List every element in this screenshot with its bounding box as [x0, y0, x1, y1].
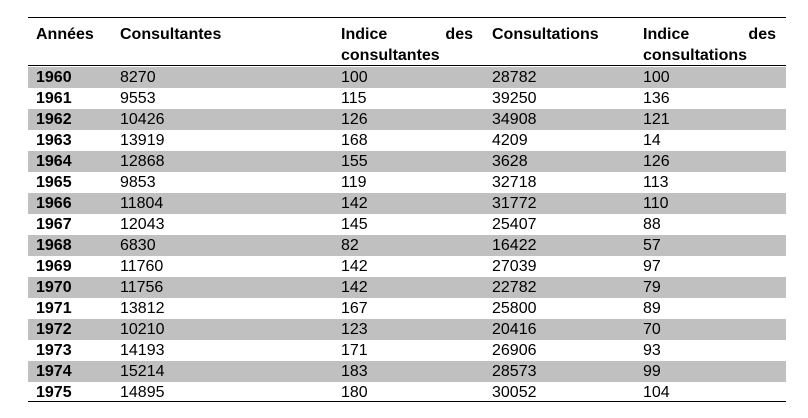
cell-year: 1975: [36, 384, 72, 401]
cell-indice-consultantes: 123: [341, 321, 368, 338]
cell-consultations: 34908: [492, 111, 537, 128]
cell-indice-consultations: 126: [643, 153, 670, 170]
header-indice-consultations-word1: Indice: [643, 26, 690, 43]
table-row: [28, 214, 786, 235]
cell-consultations: 31772: [492, 195, 537, 212]
cell-indice-consultantes: 183: [341, 363, 368, 380]
cell-year: 1974: [36, 363, 72, 380]
cell-consultations: 4209: [492, 132, 528, 149]
table-row: [28, 256, 786, 277]
header-indice-consultantes-word2: des: [445, 26, 473, 43]
header-indice-consultantes-word1: Indice: [341, 26, 388, 43]
cell-consultantes: 10210: [120, 321, 165, 338]
cell-year: 1964: [36, 153, 72, 170]
header-indice-consultantes-word3: consultantes: [341, 47, 440, 64]
table-row: [28, 130, 786, 151]
table-row: [28, 235, 786, 256]
cell-indice-consultations: 100: [643, 69, 670, 86]
cell-consultations: 27039: [492, 258, 537, 275]
cell-consultantes: 11760: [120, 258, 164, 275]
cell-indice-consultantes: 142: [341, 258, 368, 275]
table-row: [28, 361, 786, 382]
cell-consultations: 28782: [492, 69, 537, 86]
cell-indice-consultations: 93: [643, 342, 661, 359]
cell-consultantes: 13812: [120, 300, 165, 317]
cell-year: 1965: [36, 174, 72, 191]
cell-indice-consultations: 136: [643, 90, 670, 107]
table-header: [28, 18, 786, 65]
cell-consultantes: 14895: [120, 384, 165, 401]
header-indice-consultations-word2: des: [748, 26, 776, 43]
table-row: [28, 382, 786, 403]
cell-indice-consultations: 14: [643, 132, 661, 149]
cell-consultations: 3628: [492, 153, 528, 170]
cell-year: 1961: [36, 90, 72, 107]
cell-consultations: 32718: [492, 174, 537, 191]
cell-indice-consultations: 113: [643, 174, 669, 191]
cell-year: 1971: [36, 300, 72, 317]
cell-indice-consultations: 88: [643, 216, 661, 233]
cell-consultations: 16422: [492, 237, 537, 254]
cell-year: 1969: [36, 258, 72, 275]
cell-consultations: 30052: [492, 384, 537, 401]
table-row: [28, 319, 786, 340]
header-indice-consultantes: [341, 24, 473, 66]
cell-consultantes: 9553: [120, 90, 156, 107]
cell-year: 1960: [36, 69, 72, 86]
cell-year: 1967: [36, 216, 72, 233]
header-consultations: Consultations: [492, 26, 599, 43]
cell-consultantes: 15214: [120, 363, 165, 380]
cell-year: 1968: [36, 237, 72, 254]
table-row: [28, 193, 786, 214]
cell-indice-consultations: 121: [643, 111, 670, 128]
cell-indice-consultations: 70: [643, 321, 661, 338]
cell-indice-consultantes: 126: [341, 111, 368, 128]
cell-consultations: 26906: [492, 342, 537, 359]
cell-indice-consultantes: 82: [341, 237, 359, 254]
cell-consultations: 39250: [492, 90, 537, 107]
cell-indice-consultations: 57: [643, 237, 661, 254]
cell-indice-consultations: 99: [643, 363, 661, 380]
header-indice-consultations: [643, 24, 776, 66]
cell-consultations: 20416: [492, 321, 537, 338]
cell-consultantes: 14193: [120, 342, 165, 359]
table-row: [28, 340, 786, 361]
cell-indice-consultations: 97: [643, 258, 661, 275]
cell-consultantes: 12868: [120, 153, 165, 170]
cell-consultantes: 8270: [120, 69, 156, 86]
cell-consultantes: 9853: [120, 174, 156, 191]
cell-indice-consultantes: 171: [341, 342, 368, 359]
cell-consultantes: 12043: [120, 216, 165, 233]
table-row: [28, 277, 786, 298]
table-row: [28, 298, 786, 319]
table-row: [28, 109, 786, 130]
cell-consultations: 25407: [492, 216, 537, 233]
cell-indice-consultations: 104: [643, 384, 670, 401]
cell-indice-consultantes: 142: [341, 195, 368, 212]
cell-consultantes: 11804: [120, 195, 164, 212]
cell-indice-consultantes: 155: [341, 153, 368, 170]
table-row: [28, 67, 786, 88]
cell-year: 1970: [36, 279, 72, 296]
cell-consultations: 28573: [492, 363, 537, 380]
cell-year: 1972: [36, 321, 72, 338]
cell-indice-consultantes: 115: [341, 90, 367, 107]
cell-year: 1966: [36, 195, 72, 212]
cell-indice-consultantes: 167: [341, 300, 368, 317]
table-body: [28, 67, 786, 403]
cell-consultations: 22782: [492, 279, 537, 296]
cell-indice-consultations: 110: [643, 195, 669, 212]
cell-year: 1973: [36, 342, 72, 359]
cell-indice-consultantes: 100: [341, 69, 368, 86]
header-indice-consultations-word3: consultations: [643, 47, 748, 64]
cell-consultantes: 13919: [120, 132, 165, 149]
cell-year: 1962: [36, 111, 72, 128]
header-consultantes: Consultantes: [120, 26, 222, 43]
cell-consultations: 25800: [492, 300, 537, 317]
table-row: [28, 88, 786, 109]
header-annees: Années: [36, 26, 94, 43]
table-row: [28, 151, 786, 172]
cell-indice-consultantes: 142: [341, 279, 368, 296]
cell-indice-consultantes: 180: [341, 384, 368, 401]
cell-consultantes: 10426: [120, 111, 165, 128]
cell-indice-consultantes: 119: [341, 174, 367, 191]
cell-indice-consultantes: 168: [341, 132, 368, 149]
cell-consultantes: 11756: [120, 279, 164, 296]
cell-consultantes: 6830: [120, 237, 156, 254]
cell-indice-consultations: 79: [643, 279, 661, 296]
table-row: [28, 172, 786, 193]
cell-year: 1963: [36, 132, 72, 149]
cell-indice-consultantes: 145: [341, 216, 368, 233]
cell-indice-consultations: 89: [643, 300, 661, 317]
